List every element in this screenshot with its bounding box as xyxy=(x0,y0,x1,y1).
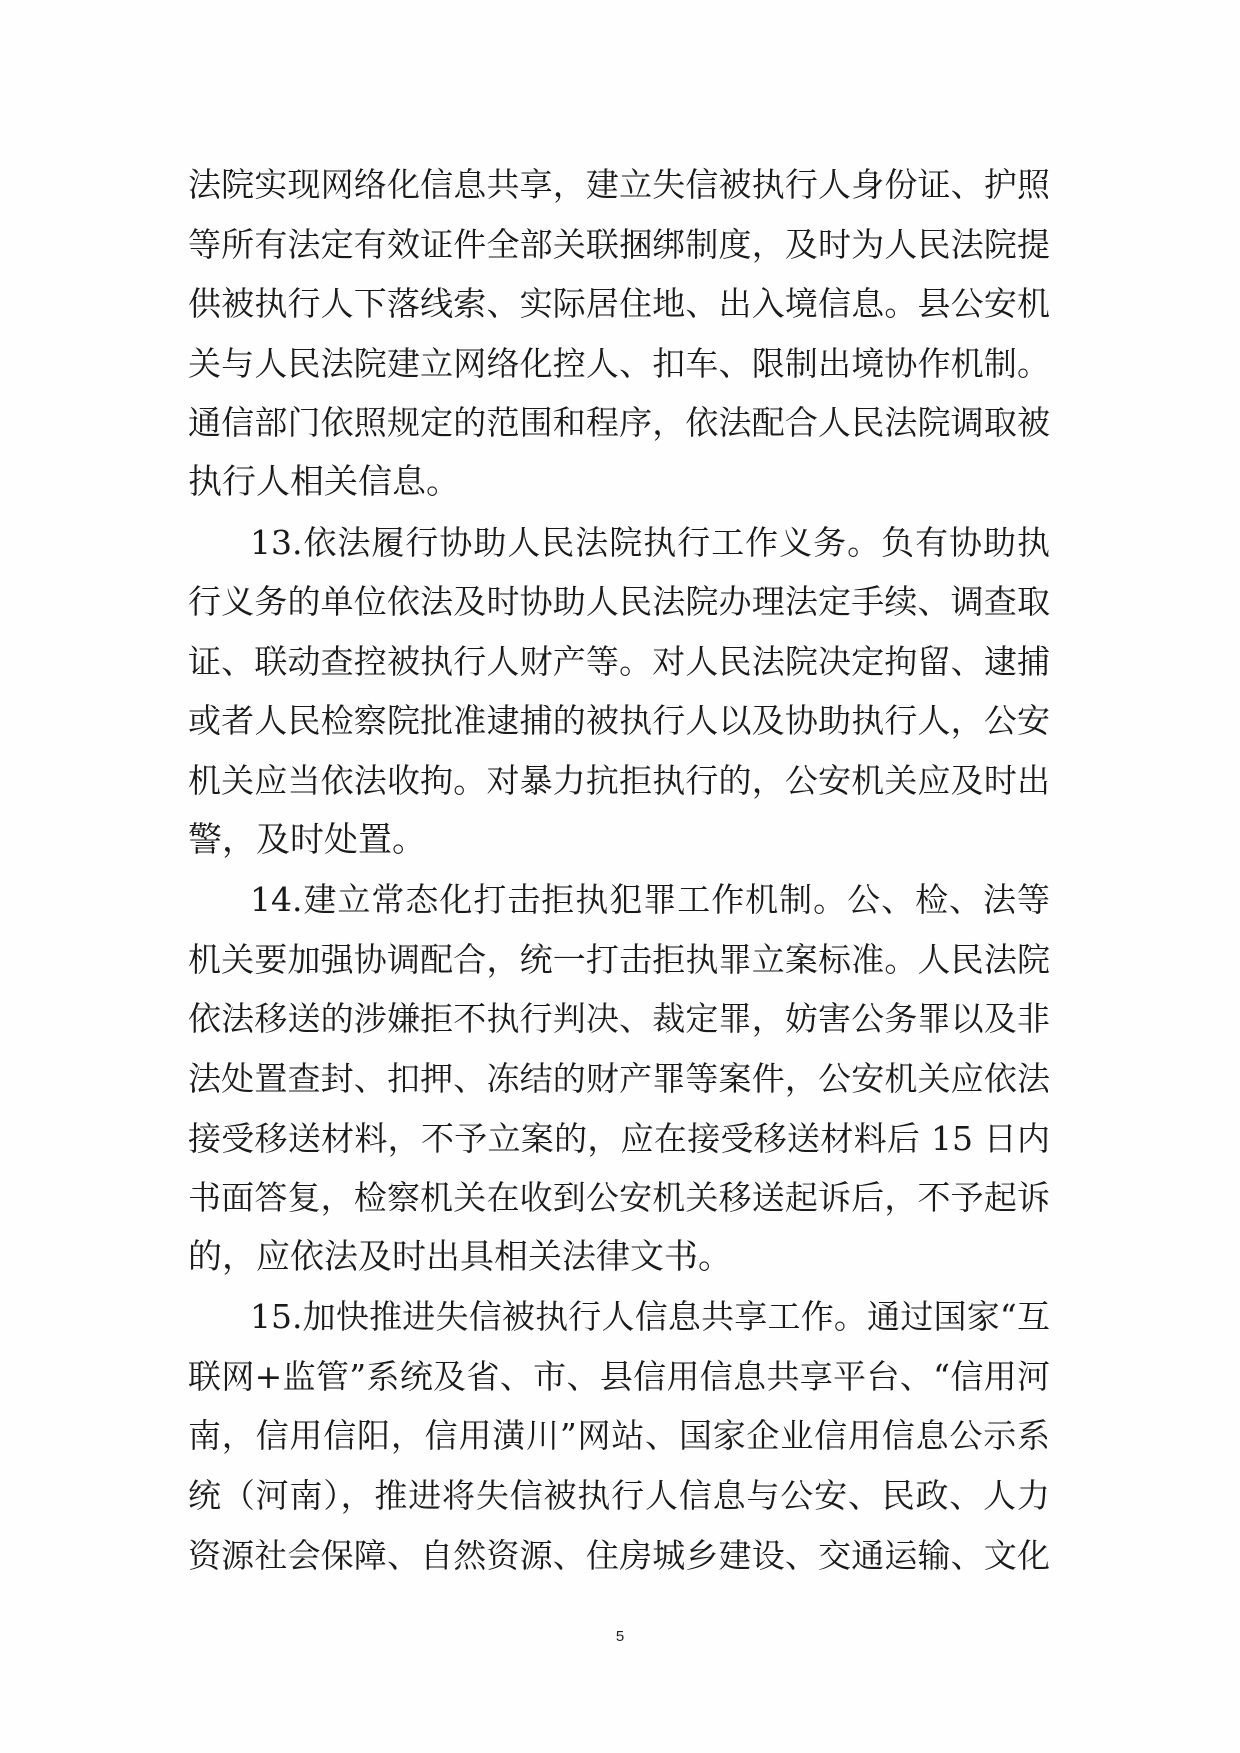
text-line: 法院实现网络化信息共享，建立失信被执行人身份证、护照 xyxy=(188,165,1050,204)
text-line: 等所有法定有效证件全部关联捆绑制度，及时为人民法院提 xyxy=(188,224,1050,264)
text-line: 通信部门依照规定的范围和程序，依法配合人民法院调取被 xyxy=(188,403,1050,443)
paragraph-15 xyxy=(188,1287,1050,1585)
text-line: 书面答复，检察机关在收到公安机关移送起诉后，不予起诉 xyxy=(188,1178,1050,1218)
text-line: 警，及时处置。 xyxy=(188,819,426,860)
page-number: 5 xyxy=(615,1628,625,1645)
text-line: 执行人相关信息。 xyxy=(188,461,460,502)
text-line: 或者人民检察院批准逮捕的被执行人以及协助执行人，公安 xyxy=(188,701,1050,741)
text-line: 法处置查封、扣押、冻结的财产罪等案件，公安机关应依法 xyxy=(188,1058,1050,1098)
text-line: 联网+监管”系统及省、市、县信用信息共享平台、“信用河 xyxy=(188,1356,1050,1396)
text-line: 13.依法履行协助人民法院执行工作义务。负有协助执 xyxy=(250,522,1050,562)
text-line: 统（河南），推进将失信被执行人信息与公安、民政、人力 xyxy=(188,1476,1050,1516)
text-line: 机关应当依法收拘。对暴力抗拒执行的，公安机关应及时出 xyxy=(188,760,1050,800)
text-line: 南，信用信阳，信用潢川”网站、国家企业信用信息公示系 xyxy=(188,1416,1050,1456)
text-line: 证、联动查控被执行人财产等。对人民法院决定拘留、逮捕 xyxy=(188,641,1050,681)
text-line: 资源社会保障、自然资源、住房城乡建设、交通运输、文化 xyxy=(188,1535,1050,1575)
text-line: 的，应依法及时出具相关法律文书。 xyxy=(188,1236,732,1277)
text-line: 依法移送的涉嫌拒不执行判决、裁定罪，妨害公务罪以及非 xyxy=(188,999,1050,1039)
text-line: 关与人民法院建立网络化控人、扣车、限制出境协作机制。 xyxy=(188,343,1050,383)
paragraph-14 xyxy=(188,870,1050,1287)
document-body xyxy=(188,155,1050,1585)
text-line: 机关要加强协调配合，统一打击拒执罪立案标准。人民法院 xyxy=(188,939,1050,979)
paragraph-1 xyxy=(188,155,1050,513)
text-line: 15.加快推进失信被执行人信息共享工作。通过国家“互 xyxy=(250,1297,1050,1337)
text-line: 14.建立常态化打击拒执犯罪工作机制。公、检、法等 xyxy=(250,880,1050,920)
text-line: 接受移送材料，不予立案的，应在接受移送材料后 15 日内 xyxy=(188,1118,1050,1158)
text-line: 供被执行人下落线索、实际居住地、出入境信息。县公安机 xyxy=(188,284,1050,324)
paragraph-13 xyxy=(188,513,1050,871)
text-line: 行义务的单位依法及时协助人民法院办理法定手续、调查取 xyxy=(188,582,1050,622)
